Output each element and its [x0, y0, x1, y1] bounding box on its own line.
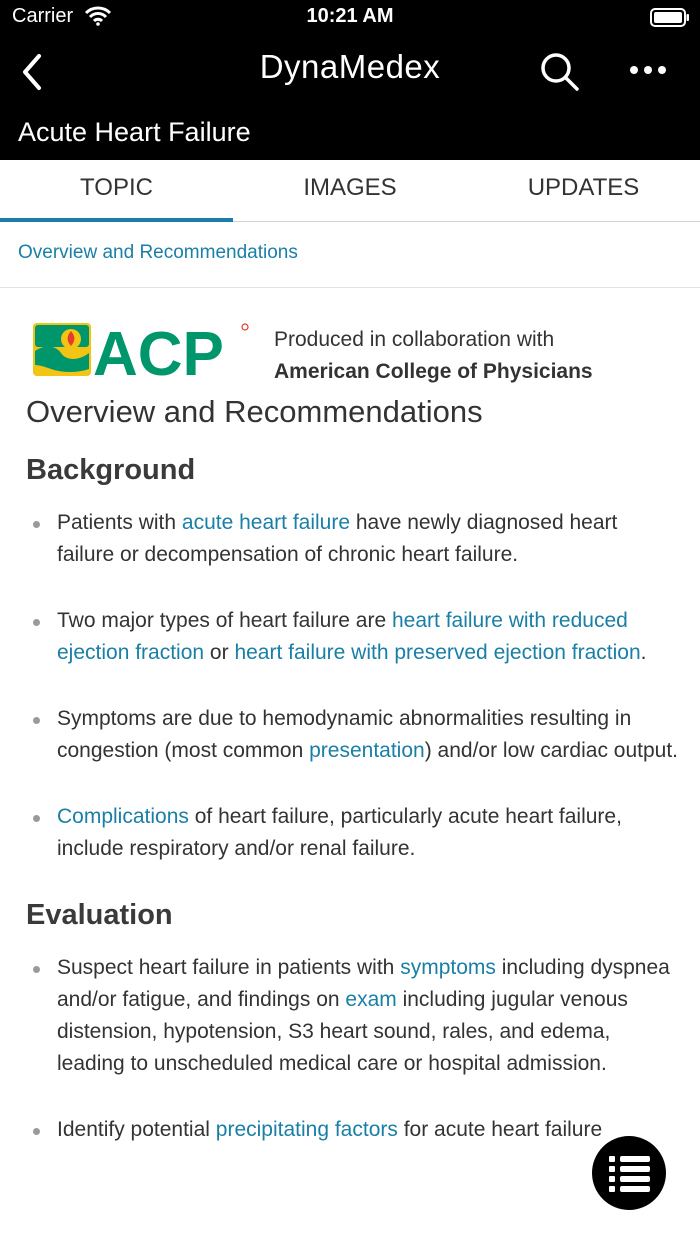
tab-topic[interactable]: TOPIC [0, 160, 233, 222]
status-bar [0, 0, 700, 36]
svg-text:ACP: ACP [93, 321, 224, 379]
overview-heading: Overview and Recommendations [26, 394, 483, 429]
app-title: DynaMedex [259, 48, 441, 85]
list-item: Suspect heart failure in patients with symptoms including dyspnea and/or fatigue, and findings on exam including jugular venous distension, hypotension, S3 heart sound, rales, and edema, leading to unscheduled medical care or hospital admission. [26, 952, 680, 1080]
section-heading-evaluation: Evaluation [26, 899, 173, 931]
tab-bar [0, 160, 700, 222]
page-title: Acute Heart Failure [18, 117, 251, 147]
acp-logo [33, 321, 251, 379]
tab-images[interactable]: IMAGES [303, 174, 397, 201]
bullet-icon [33, 966, 40, 973]
link[interactable]: heart failure with preserved ejection fraction [234, 641, 641, 664]
bullet-icon [33, 521, 40, 528]
table-of-contents-button[interactable] [592, 1136, 666, 1210]
list-item: Two major types of heart failure are heart failure with reduced ejection fraction or heart failure with preserved ejection fraction. [26, 605, 680, 669]
link[interactable]: presentation [309, 739, 425, 762]
bullet-icon [33, 1128, 40, 1135]
bullet-icon [33, 619, 40, 626]
link[interactable]: acute heart failure [181, 511, 351, 534]
link[interactable]: symptoms [400, 956, 496, 979]
breadcrumb-link[interactable]: Overview and Recommendations [18, 242, 298, 263]
list-item: Patients with acute heart failure have newly diagnosed heart failure or decompensation of chronic heart failure. [26, 507, 680, 571]
search-icon[interactable] [540, 52, 580, 92]
bullet-icon [33, 815, 40, 822]
more-icon[interactable] [628, 58, 668, 82]
produced-line: Produced in collaboration with [274, 328, 555, 351]
carrier-label: Carrier [12, 5, 74, 27]
tab-updates[interactable]: UPDATES [527, 174, 640, 201]
link[interactable]: exam [345, 988, 397, 1011]
link[interactable]: heart failure with reduced ejection fraction [57, 609, 628, 664]
battery-icon [650, 8, 690, 33]
evaluation-list [26, 952, 680, 1146]
app-header [0, 0, 700, 160]
link[interactable]: precipitating factors [215, 1118, 398, 1141]
list-item: Identify potential precipitating factors for acute heart failure [26, 1114, 680, 1146]
list-item: Complications of heart failure, particularly acute heart failure, include respiratory and/or renal failure. [26, 801, 680, 865]
list-item: Symptoms are due to hemodynamic abnormalities resulting in congestion (most common presentation) and/or low cardiac output. [26, 703, 680, 767]
section-heading-background: Background [26, 454, 196, 486]
clock: 10:21 AM [306, 5, 394, 27]
table-of-contents-icon [592, 1197, 666, 1214]
breadcrumb-bar [0, 222, 700, 288]
acp-attribution [274, 324, 593, 388]
link[interactable]: Complications [57, 805, 189, 828]
acp-banner [26, 318, 680, 388]
topic-content [26, 318, 680, 1180]
acp-org-name: American College of Physicians [274, 360, 593, 383]
background-list [26, 507, 680, 865]
bullet-icon [33, 717, 40, 724]
